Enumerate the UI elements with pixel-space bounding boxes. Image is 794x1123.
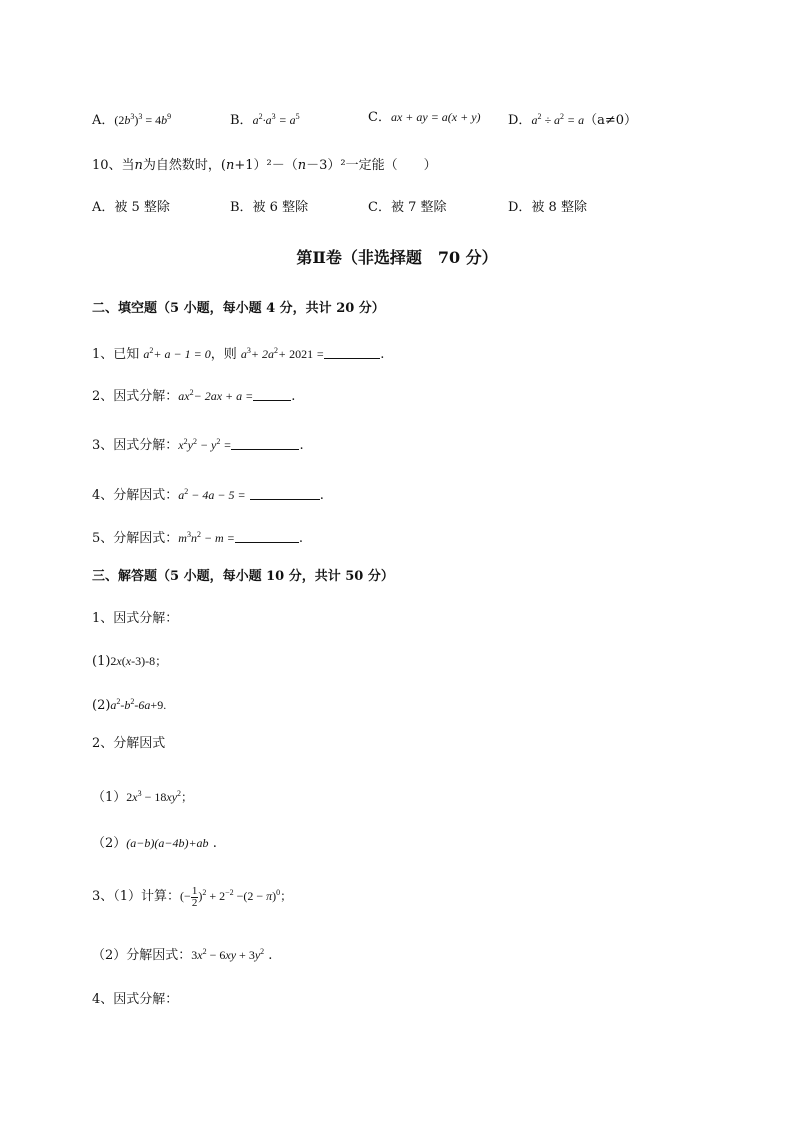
fill-q2-expression: $ax^2- 2ax + a$ =	[178, 388, 254, 403]
fill-q1-expression: $a^3+ 2a^2+ 2021$ =	[240, 346, 325, 361]
part2-title: 第Ⅱ卷（非选择题 70 分）	[296, 248, 498, 267]
q9-option-d: D．$a^2 \div a^2 = a(a\ne 0)$	[508, 112, 638, 128]
fill-q2: 2、因式分解：$ax^2- 2ax + a$ = .	[92, 388, 296, 404]
fill-q4-expression: $a^2 - 4a - 5$ =	[178, 487, 246, 502]
q9-option-c: C．ax + ay = a(x + y)	[368, 110, 481, 125]
solve-q1-part2: $(2)a^2-b^2-6a+9$.	[92, 697, 167, 713]
solve-q1-part1: (1)2x(x-3)-8；	[92, 654, 168, 669]
fill-q4: 4、分解因式：$a^2 - 4a - 5$ = .	[92, 487, 324, 503]
q10-option-d: D．被 8 整除	[508, 200, 587, 215]
solve-q2-part2-expression: (a−b)(a−4b)+ab	[126, 836, 209, 850]
q9-d-expression: $a^2 \div a^2 = a$	[531, 112, 585, 127]
one-half-fraction: $\frac{1}{2}$	[191, 884, 198, 909]
fill-q3: 3、因式分解：$x^2y^2 - y^2$ = .	[92, 437, 304, 453]
fill-q1: 1、已知 $a^2+ a - 1 = 0$，则 $a^3+ 2a^2+ 2021$ = .	[92, 346, 385, 362]
q9-option-a: A．$(2b^3)^3 = 4b^9$	[92, 112, 172, 128]
solve-q2-part1-expression: $2x^3 - 18xy^2$；	[126, 789, 194, 804]
fill-q1-condition: $a^2+ a - 1 = 0$	[143, 346, 211, 361]
solve-section-heading: 三、解答题（5 小题，每小题 10 分，共计 50 分）	[92, 569, 394, 584]
solve-q2-part1: $(1)2x^3 - 18xy^2$；	[92, 789, 194, 805]
fill-q3-blank[interactable]	[231, 437, 299, 450]
q10-option-b: B．被 6 整除	[230, 200, 309, 215]
solve-q1-title: 1、因式分解：	[92, 611, 179, 626]
solve-q3-part2-expression: $3x^2 - 6xy + 3y^2$	[191, 947, 265, 962]
solve-q2-part2: （2）(a−b)(a−4b)+ab .	[92, 836, 217, 851]
q10-stem: 10、当n为自然数时，(n+1）²－（n－3）²一定能（ ）	[92, 158, 437, 173]
solve-q3-part2: （2）分解因式：$3x^2 - 6xy + 3y^2$ .	[92, 947, 273, 963]
fill-q5-blank[interactable]	[235, 530, 299, 543]
solve-q2-title: 2、分解因式	[92, 736, 166, 751]
q9-c-expression: ax + ay = a(x + y)	[390, 110, 481, 124]
fill-q5-expression: $m^3n^2 - m$ =	[178, 530, 235, 545]
q9-b-expression: $a^2\cdot a^3 = a^5$	[252, 112, 300, 127]
solve-q1-part1-expression: 2x(x-3)-8；	[110, 654, 168, 668]
solve-q1-part2-expression: $a^2-b^2-6a+9$.	[110, 697, 167, 712]
fill-section-heading: 二、填空题（5 小题，每小题 4 分，共计 20 分）	[92, 301, 385, 316]
solve-q4-title: 4、因式分解：	[92, 992, 179, 1007]
q10-option-a: A．被 5 整除	[92, 200, 170, 215]
q9-a-expression: $(2b^3)^3 = 4b^9$	[114, 112, 172, 127]
fill-q3-expression: $x^2y^2 - y^2$ =	[178, 437, 232, 452]
fill-q1-blank[interactable]	[324, 346, 380, 359]
solve-q3-part1-expression: (− $\frac{1}{2}$ )$^2 + 2^{-2} -(2 - \pi)^0$；	[180, 884, 293, 909]
solve-q3-part1: 3、（1）计算：(− $\frac{1}{2}$ )$^2 + 2^{-2} -(2 - \pi)^0$；	[92, 884, 293, 909]
fill-q4-blank[interactable]	[250, 487, 320, 500]
q9-option-b: B．$a^2\cdot a^3 = a^5$	[230, 112, 300, 128]
q10-option-c: C．被 7 整除	[368, 200, 447, 215]
fill-q5: 5、分解因式：$m^3n^2 - m$ = .	[92, 530, 303, 546]
fill-q2-blank[interactable]	[253, 388, 291, 401]
